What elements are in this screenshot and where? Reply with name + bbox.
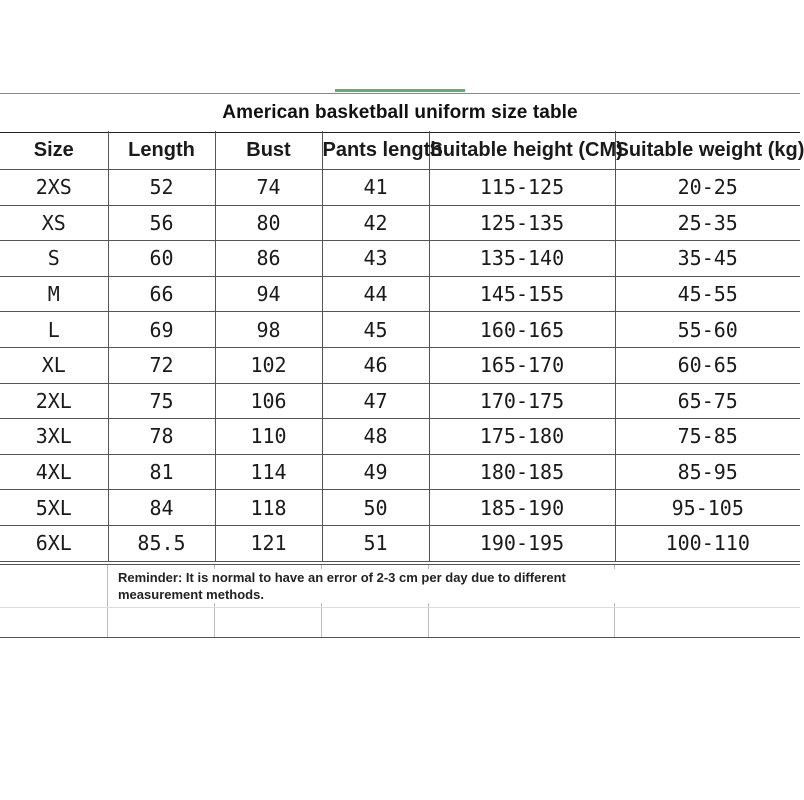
cell-size: 5XL [0, 490, 108, 526]
cell-length: 52 [108, 170, 215, 206]
table-row [0, 347, 800, 383]
reminder-note: Reminder: It is normal to have an error of 2-3 cm per day due to different measurement methods. [118, 569, 638, 603]
cell-size: M [0, 276, 108, 312]
cell-size: S [0, 241, 108, 277]
cell-size: 4XL [0, 454, 108, 490]
table-row [0, 205, 800, 241]
cell-bust: 80 [215, 205, 322, 241]
cell-suitable-height: 175-180 [429, 419, 615, 455]
table-row [0, 490, 800, 526]
header-suitable-weight: Suitable weight (kg) [615, 131, 800, 170]
header-pants-length: Pants length [322, 131, 429, 170]
cell-suitable-height: 185-190 [429, 490, 615, 526]
cell-suitable-weight: 95-105 [615, 490, 800, 526]
cell-suitable-weight: 75-85 [615, 419, 800, 455]
cell-suitable-weight: 100-110 [615, 525, 800, 561]
cell-suitable-height: 160-165 [429, 312, 615, 348]
cell-bust: 118 [215, 490, 322, 526]
cell-bust: 98 [215, 312, 322, 348]
cell-bust: 110 [215, 419, 322, 455]
cell-pants-length: 49 [322, 454, 429, 490]
cell-length: 81 [108, 454, 215, 490]
header-bust: Bust [215, 131, 322, 170]
table-row [0, 454, 800, 490]
cell-length: 69 [108, 312, 215, 348]
cell-pants-length: 51 [322, 525, 429, 561]
cell-bust: 114 [215, 454, 322, 490]
cell-suitable-height: 190-195 [429, 525, 615, 561]
cell-size: L [0, 312, 108, 348]
table-row [0, 525, 800, 561]
cell-pants-length: 45 [322, 312, 429, 348]
cell-suitable-weight: 60-65 [615, 347, 800, 383]
cell-bust: 121 [215, 525, 322, 561]
cell-bust: 86 [215, 241, 322, 277]
cell-suitable-height: 165-170 [429, 347, 615, 383]
table-row [0, 276, 800, 312]
cell-pants-length: 43 [322, 241, 429, 277]
cell-suitable-weight: 55-60 [615, 312, 800, 348]
cell-suitable-height: 125-135 [429, 205, 615, 241]
cell-suitable-height: 135-140 [429, 241, 615, 277]
cell-suitable-weight: 35-45 [615, 241, 800, 277]
cell-length: 72 [108, 347, 215, 383]
cell-pants-length: 47 [322, 383, 429, 419]
divider [0, 607, 800, 608]
cell-bust: 94 [215, 276, 322, 312]
cell-pants-length: 50 [322, 490, 429, 526]
table-row [0, 241, 800, 277]
cell-suitable-weight: 20-25 [615, 170, 800, 206]
cell-size: 6XL [0, 525, 108, 561]
table-row [0, 419, 800, 455]
size-table [0, 131, 804, 562]
cell-suitable-weight: 65-75 [615, 383, 800, 419]
cell-length: 56 [108, 205, 215, 241]
cell-pants-length: 41 [322, 170, 429, 206]
cell-size: 2XL [0, 383, 108, 419]
cell-bust: 74 [215, 170, 322, 206]
green-accent-mark [335, 89, 465, 92]
cell-suitable-height: 180-185 [429, 454, 615, 490]
cell-size: XL [0, 347, 108, 383]
header-suitable-height: Suitable height (CM) [429, 131, 615, 170]
cell-pants-length: 48 [322, 419, 429, 455]
cell-suitable-height: 115-125 [429, 170, 615, 206]
divider [107, 565, 108, 637]
cell-size: 3XL [0, 419, 108, 455]
table-row [0, 312, 800, 348]
table-row [0, 383, 800, 419]
reminder-area [0, 564, 800, 638]
cell-suitable-height: 170-175 [429, 383, 615, 419]
cell-suitable-weight: 85-95 [615, 454, 800, 490]
table-title: American basketball uniform size table [0, 93, 800, 133]
cell-suitable-weight: 25-35 [615, 205, 800, 241]
cell-length: 66 [108, 276, 215, 312]
cell-pants-length: 42 [322, 205, 429, 241]
cell-length: 75 [108, 383, 215, 419]
header-size: Size [0, 131, 108, 170]
cell-length: 60 [108, 241, 215, 277]
header-length: Length [108, 131, 215, 170]
cell-length: 85.5 [108, 525, 215, 561]
cell-length: 78 [108, 419, 215, 455]
cell-size: 2XS [0, 170, 108, 206]
cell-pants-length: 46 [322, 347, 429, 383]
cell-length: 84 [108, 490, 215, 526]
cell-suitable-height: 145-155 [429, 276, 615, 312]
size-table-sheet [0, 93, 804, 636]
cell-size: XS [0, 205, 108, 241]
cell-bust: 102 [215, 347, 322, 383]
cell-bust: 106 [215, 383, 322, 419]
cell-suitable-weight: 45-55 [615, 276, 800, 312]
table-row [0, 170, 800, 206]
header-row [0, 131, 800, 170]
cell-pants-length: 44 [322, 276, 429, 312]
